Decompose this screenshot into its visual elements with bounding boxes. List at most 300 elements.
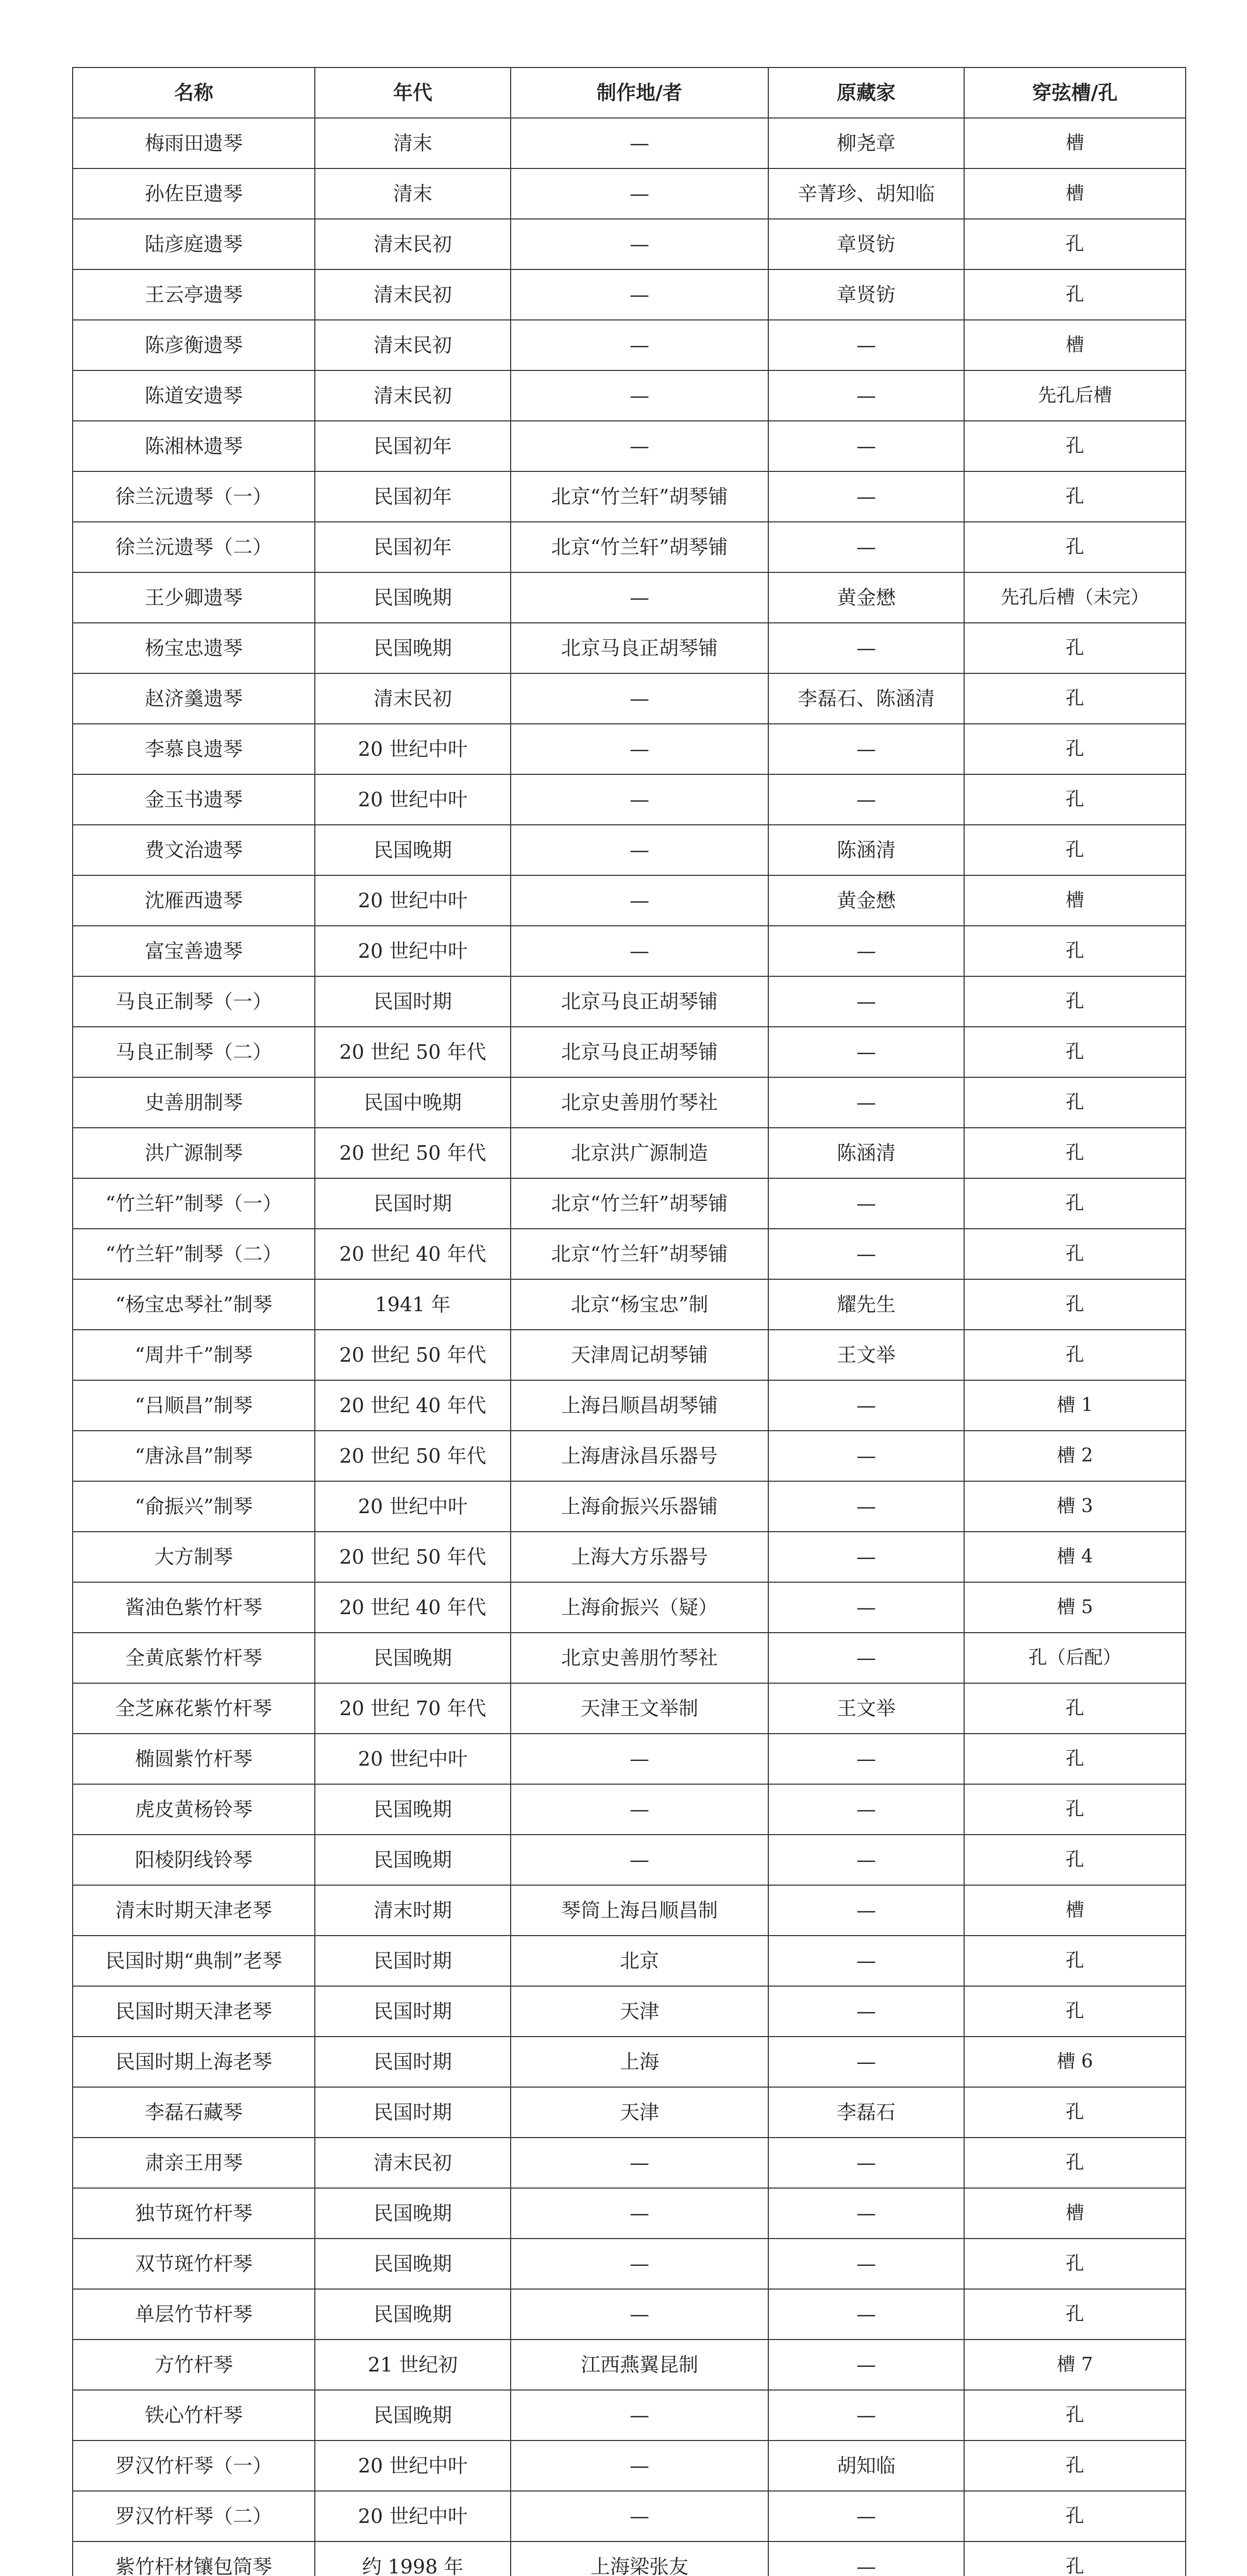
cell-string-slot: 孔（后配） xyxy=(964,1633,1186,1683)
cell-prev-owner: — xyxy=(768,2239,964,2289)
cell-string-slot: 孔 xyxy=(964,1128,1186,1178)
cell-prev-owner: 陈涵清 xyxy=(768,825,964,875)
cell-string-slot: 孔 xyxy=(964,2491,1186,2541)
table-row xyxy=(73,1431,1186,1481)
cell-era: 20 世纪中叶 xyxy=(315,2441,511,2491)
header-string-slot: 穿弦槽/孔 xyxy=(964,67,1186,118)
cell-era: 民国时期 xyxy=(315,1178,511,1229)
table-row xyxy=(73,1027,1186,1077)
cell-name: 双节斑竹杆琴 xyxy=(73,2239,315,2289)
cell-maker: 北京“竹兰轩”胡琴铺 xyxy=(511,522,768,572)
cell-prev-owner: 王文举 xyxy=(768,1683,964,1734)
cell-prev-owner: — xyxy=(768,370,964,421)
cell-maker: — xyxy=(511,875,768,926)
cell-era: 20 世纪中叶 xyxy=(315,926,511,976)
table-row xyxy=(73,168,1186,219)
table-row xyxy=(73,724,1186,774)
cell-era: 20 世纪中叶 xyxy=(315,724,511,774)
cell-string-slot: 槽 3 xyxy=(964,1481,1186,1532)
instrument-inventory-table xyxy=(72,67,1186,2576)
cell-era: 民国晚期 xyxy=(315,825,511,875)
cell-name: 陈湘林遗琴 xyxy=(73,421,315,471)
cell-era: 20 世纪 50 年代 xyxy=(315,1128,511,1178)
cell-maker: 北京马良正胡琴铺 xyxy=(511,1027,768,1077)
cell-prev-owner: — xyxy=(768,774,964,825)
cell-prev-owner: 章贤钫 xyxy=(768,269,964,320)
table-row xyxy=(73,1936,1186,1986)
cell-maker: 琴筒上海吕顺昌制 xyxy=(511,1885,768,1936)
cell-era: 清末民初 xyxy=(315,2138,511,2188)
table-row xyxy=(73,1885,1186,1936)
cell-era: 民国初年 xyxy=(315,421,511,471)
cell-era: 民国中晚期 xyxy=(315,1077,511,1128)
cell-string-slot: 孔 xyxy=(964,976,1186,1027)
cell-name: 民国时期天津老琴 xyxy=(73,1986,315,2037)
table-row xyxy=(73,572,1186,623)
cell-era: 1941 年 xyxy=(315,1279,511,1330)
cell-maker: 北京“杨宝忠”制 xyxy=(511,1279,768,1330)
cell-string-slot: 槽 xyxy=(964,1885,1186,1936)
table-row xyxy=(73,1734,1186,1784)
cell-name: 民国时期“典制”老琴 xyxy=(73,1936,315,1986)
cell-era: 清末民初 xyxy=(315,673,511,724)
cell-era: 清末 xyxy=(315,168,511,219)
cell-name: 富宝善遗琴 xyxy=(73,926,315,976)
cell-name: 陆彦庭遗琴 xyxy=(73,219,315,269)
table-row xyxy=(73,471,1186,522)
cell-string-slot: 槽 xyxy=(964,875,1186,926)
header-maker: 制作地/者 xyxy=(511,67,768,118)
cell-era: 20 世纪中叶 xyxy=(315,1481,511,1532)
cell-maker: 天津王文举制 xyxy=(511,1683,768,1734)
cell-era: 民国晚期 xyxy=(315,572,511,623)
cell-maker: — xyxy=(511,2188,768,2239)
cell-string-slot: 孔 xyxy=(964,2138,1186,2188)
cell-maker: — xyxy=(511,2138,768,2188)
cell-maker: — xyxy=(511,774,768,825)
cell-string-slot: 孔 xyxy=(964,219,1186,269)
table-row xyxy=(73,522,1186,572)
cell-era: 民国晚期 xyxy=(315,2239,511,2289)
cell-era: 20 世纪 70 年代 xyxy=(315,1683,511,1734)
cell-prev-owner: — xyxy=(768,320,964,370)
cell-prev-owner: — xyxy=(768,1178,964,1229)
table-row xyxy=(73,1532,1186,1582)
cell-prev-owner: — xyxy=(768,1784,964,1835)
cell-maker: 上海俞振兴乐器铺 xyxy=(511,1481,768,1532)
cell-maker: 天津 xyxy=(511,1986,768,2037)
cell-maker: 上海吕顺昌胡琴铺 xyxy=(511,1380,768,1431)
cell-name: 李磊石藏琴 xyxy=(73,2087,315,2138)
cell-era: 清末时期 xyxy=(315,1885,511,1936)
cell-era: 21 世纪初 xyxy=(315,2340,511,2390)
table-row xyxy=(73,1835,1186,1885)
cell-maker: — xyxy=(511,673,768,724)
table-row xyxy=(73,1633,1186,1683)
cell-string-slot: 孔 xyxy=(964,724,1186,774)
cell-prev-owner: — xyxy=(768,522,964,572)
cell-prev-owner: — xyxy=(768,1380,964,1431)
cell-maker: 上海梁张友 xyxy=(511,2541,768,2576)
header-era: 年代 xyxy=(315,67,511,118)
cell-name: 杨宝忠遗琴 xyxy=(73,623,315,673)
cell-maker: 北京史善朋竹琴社 xyxy=(511,1077,768,1128)
cell-prev-owner: 柳尧章 xyxy=(768,118,964,168)
cell-string-slot: 孔 xyxy=(964,2239,1186,2289)
cell-string-slot: 孔 xyxy=(964,774,1186,825)
cell-name: 马良正制琴（一） xyxy=(73,976,315,1027)
cell-prev-owner: — xyxy=(768,2390,964,2441)
cell-prev-owner: — xyxy=(768,2289,964,2340)
table-row xyxy=(73,118,1186,168)
cell-era: 民国时期 xyxy=(315,1936,511,1986)
cell-string-slot: 槽 4 xyxy=(964,1532,1186,1582)
header-name: 名称 xyxy=(73,67,315,118)
cell-name: 肃亲王用琴 xyxy=(73,2138,315,2188)
cell-name: “竹兰轩”制琴（一） xyxy=(73,1178,315,1229)
cell-prev-owner: — xyxy=(768,623,964,673)
cell-maker: 北京 xyxy=(511,1936,768,1986)
cell-name: 虎皮黄杨铃琴 xyxy=(73,1784,315,1835)
cell-name: 罗汉竹杆琴（一） xyxy=(73,2441,315,2491)
cell-string-slot: 槽 6 xyxy=(964,2037,1186,2087)
cell-prev-owner: 耀先生 xyxy=(768,1279,964,1330)
cell-prev-owner: — xyxy=(768,421,964,471)
cell-name: “竹兰轩”制琴（二） xyxy=(73,1229,315,1279)
cell-string-slot: 孔 xyxy=(964,1077,1186,1128)
table-row xyxy=(73,926,1186,976)
cell-name: 罗汉竹杆琴（二） xyxy=(73,2491,315,2541)
cell-prev-owner: — xyxy=(768,1431,964,1481)
cell-era: 20 世纪中叶 xyxy=(315,1734,511,1784)
cell-prev-owner: — xyxy=(768,2138,964,2188)
cell-name: 王少卿遗琴 xyxy=(73,572,315,623)
cell-maker: — xyxy=(511,2239,768,2289)
cell-string-slot: 孔 xyxy=(964,421,1186,471)
cell-prev-owner: 胡知临 xyxy=(768,2441,964,2491)
cell-prev-owner: — xyxy=(768,1532,964,1582)
table-header xyxy=(73,67,1186,118)
cell-string-slot: 孔 xyxy=(964,2390,1186,2441)
table-row xyxy=(73,875,1186,926)
cell-string-slot: 孔 xyxy=(964,1027,1186,1077)
cell-prev-owner: 王文举 xyxy=(768,1330,964,1380)
cell-era: 民国晚期 xyxy=(315,2289,511,2340)
header-prev-owner: 原藏家 xyxy=(768,67,964,118)
cell-string-slot: 槽 7 xyxy=(964,2340,1186,2390)
cell-maker: 北京史善朋竹琴社 xyxy=(511,1633,768,1683)
cell-string-slot: 孔 xyxy=(964,471,1186,522)
table-row xyxy=(73,1128,1186,1178)
cell-era: 民国晚期 xyxy=(315,1633,511,1683)
cell-prev-owner: — xyxy=(768,926,964,976)
cell-name: 孙佐臣遗琴 xyxy=(73,168,315,219)
cell-era: 20 世纪 40 年代 xyxy=(315,1380,511,1431)
cell-string-slot: 槽 1 xyxy=(964,1380,1186,1431)
cell-prev-owner: — xyxy=(768,1582,964,1633)
cell-string-slot: 先孔后槽 xyxy=(964,370,1186,421)
table-row xyxy=(73,370,1186,421)
table-row xyxy=(73,2087,1186,2138)
cell-maker: 天津周记胡琴铺 xyxy=(511,1330,768,1380)
cell-maker: — xyxy=(511,2289,768,2340)
cell-name: 酱油色紫竹杆琴 xyxy=(73,1582,315,1633)
cell-string-slot: 孔 xyxy=(964,269,1186,320)
cell-era: 民国初年 xyxy=(315,522,511,572)
table-row xyxy=(73,2239,1186,2289)
cell-name: “俞振兴”制琴 xyxy=(73,1481,315,1532)
cell-string-slot: 孔 xyxy=(964,2087,1186,2138)
table-row xyxy=(73,825,1186,875)
cell-maker: — xyxy=(511,2441,768,2491)
cell-era: 20 世纪 40 年代 xyxy=(315,1229,511,1279)
cell-maker: 江西燕翼昆制 xyxy=(511,2340,768,2390)
cell-prev-owner: — xyxy=(768,1481,964,1532)
table-row xyxy=(73,1229,1186,1279)
table-row xyxy=(73,2390,1186,2441)
cell-era: 20 世纪 50 年代 xyxy=(315,1027,511,1077)
cell-prev-owner: — xyxy=(768,1633,964,1683)
cell-maker: 北京“竹兰轩”胡琴铺 xyxy=(511,471,768,522)
cell-maker: — xyxy=(511,2390,768,2441)
table-row xyxy=(73,1683,1186,1734)
cell-string-slot: 孔 xyxy=(964,623,1186,673)
cell-maker: 上海大方乐器号 xyxy=(511,1532,768,1582)
table-row xyxy=(73,1077,1186,1128)
cell-maker: — xyxy=(511,1784,768,1835)
cell-era: 民国时期 xyxy=(315,2087,511,2138)
cell-prev-owner: — xyxy=(768,1936,964,1986)
cell-prev-owner: 辛菁珍、胡知临 xyxy=(768,168,964,219)
table-row xyxy=(73,1330,1186,1380)
cell-prev-owner: — xyxy=(768,1986,964,2037)
cell-maker: — xyxy=(511,421,768,471)
cell-maker: — xyxy=(511,825,768,875)
cell-string-slot: 槽 xyxy=(964,168,1186,219)
cell-name: 费文治遗琴 xyxy=(73,825,315,875)
cell-string-slot: 孔 xyxy=(964,825,1186,875)
cell-maker: — xyxy=(511,1835,768,1885)
cell-prev-owner: 黄金懋 xyxy=(768,875,964,926)
cell-prev-owner: — xyxy=(768,471,964,522)
cell-maker: — xyxy=(511,219,768,269)
cell-name: 阳棱阴线铃琴 xyxy=(73,1835,315,1885)
cell-prev-owner: 黄金懋 xyxy=(768,572,964,623)
cell-name: 沈雁西遗琴 xyxy=(73,875,315,926)
cell-string-slot: 槽 xyxy=(964,118,1186,168)
cell-string-slot: 孔 xyxy=(964,1835,1186,1885)
cell-name: 大方制琴 xyxy=(73,1532,315,1582)
cell-name: “周井千”制琴 xyxy=(73,1330,315,1380)
cell-maker: — xyxy=(511,168,768,219)
cell-maker: — xyxy=(511,724,768,774)
cell-maker: — xyxy=(511,118,768,168)
cell-string-slot: 孔 xyxy=(964,1330,1186,1380)
table-body xyxy=(73,118,1186,2576)
cell-string-slot: 孔 xyxy=(964,1229,1186,1279)
cell-name: 独节斑竹杆琴 xyxy=(73,2188,315,2239)
cell-name: “杨宝忠琴社”制琴 xyxy=(73,1279,315,1330)
cell-maker: 北京洪广源制造 xyxy=(511,1128,768,1178)
table-row xyxy=(73,269,1186,320)
cell-era: 20 世纪中叶 xyxy=(315,875,511,926)
cell-maker: — xyxy=(511,926,768,976)
cell-prev-owner: — xyxy=(768,2188,964,2239)
cell-maker: 天津 xyxy=(511,2087,768,2138)
cell-name: 洪广源制琴 xyxy=(73,1128,315,1178)
cell-name: 马良正制琴（二） xyxy=(73,1027,315,1077)
cell-prev-owner: — xyxy=(768,2037,964,2087)
cell-era: 20 世纪中叶 xyxy=(315,774,511,825)
cell-era: 清末 xyxy=(315,118,511,168)
table-row xyxy=(73,2138,1186,2188)
cell-string-slot: 槽 5 xyxy=(964,1582,1186,1633)
cell-prev-owner: — xyxy=(768,1077,964,1128)
cell-string-slot: 孔 xyxy=(964,1784,1186,1835)
table-row xyxy=(73,2340,1186,2390)
cell-era: 20 世纪 40 年代 xyxy=(315,1582,511,1633)
cell-era: 民国时期 xyxy=(315,1986,511,2037)
cell-era: 民国时期 xyxy=(315,976,511,1027)
cell-era: 清末民初 xyxy=(315,219,511,269)
table-row xyxy=(73,2188,1186,2239)
cell-string-slot: 孔 xyxy=(964,926,1186,976)
cell-string-slot: 孔 xyxy=(964,673,1186,724)
table-row xyxy=(73,2491,1186,2541)
cell-era: 20 世纪 50 年代 xyxy=(315,1330,511,1380)
cell-string-slot: 槽 xyxy=(964,320,1186,370)
cell-string-slot: 孔 xyxy=(964,1734,1186,1784)
table-row xyxy=(73,673,1186,724)
cell-name: 椭圆紫竹杆琴 xyxy=(73,1734,315,1784)
cell-name: “吕顺昌”制琴 xyxy=(73,1380,315,1431)
cell-prev-owner: — xyxy=(768,1885,964,1936)
cell-era: 20 世纪中叶 xyxy=(315,2491,511,2541)
cell-prev-owner: — xyxy=(768,1027,964,1077)
cell-prev-owner: — xyxy=(768,1835,964,1885)
cell-string-slot: 孔 xyxy=(964,1178,1186,1229)
table-row xyxy=(73,1582,1186,1633)
cell-string-slot: 孔 xyxy=(964,1683,1186,1734)
cell-string-slot: 孔 xyxy=(964,1986,1186,2037)
cell-era: 民国晚期 xyxy=(315,2390,511,2441)
header-row xyxy=(73,67,1186,118)
cell-maker: — xyxy=(511,370,768,421)
table-row xyxy=(73,1380,1186,1431)
cell-era: 清末民初 xyxy=(315,320,511,370)
table-row xyxy=(73,421,1186,471)
cell-prev-owner: — xyxy=(768,1734,964,1784)
cell-name: 金玉书遗琴 xyxy=(73,774,315,825)
cell-prev-owner: — xyxy=(768,724,964,774)
cell-maker: — xyxy=(511,2491,768,2541)
cell-maker: 上海俞振兴（疑） xyxy=(511,1582,768,1633)
cell-name: “唐泳昌”制琴 xyxy=(73,1431,315,1481)
cell-maker: 北京马良正胡琴铺 xyxy=(511,976,768,1027)
table-row xyxy=(73,2037,1186,2087)
cell-era: 清末民初 xyxy=(315,370,511,421)
cell-maker: 上海唐泳昌乐器号 xyxy=(511,1431,768,1481)
cell-name: 单层竹节杆琴 xyxy=(73,2289,315,2340)
cell-name: 清末时期天津老琴 xyxy=(73,1885,315,1936)
cell-name: 铁心竹杆琴 xyxy=(73,2390,315,2441)
table-row xyxy=(73,1986,1186,2037)
cell-era: 民国晚期 xyxy=(315,1835,511,1885)
cell-era: 民国晚期 xyxy=(315,623,511,673)
table-row xyxy=(73,623,1186,673)
cell-era: 清末民初 xyxy=(315,269,511,320)
cell-name: 全黄底紫竹杆琴 xyxy=(73,1633,315,1683)
cell-maker: 北京“竹兰轩”胡琴铺 xyxy=(511,1178,768,1229)
cell-name: 徐兰沅遗琴（二） xyxy=(73,522,315,572)
cell-era: 民国时期 xyxy=(315,2037,511,2087)
cell-prev-owner: 李磊石、陈涵清 xyxy=(768,673,964,724)
table-row xyxy=(73,774,1186,825)
table-row xyxy=(73,976,1186,1027)
cell-prev-owner: — xyxy=(768,2491,964,2541)
cell-string-slot: 槽 xyxy=(964,2188,1186,2239)
cell-string-slot: 孔 xyxy=(964,2289,1186,2340)
table-row xyxy=(73,1784,1186,1835)
cell-name: 陈彦衡遗琴 xyxy=(73,320,315,370)
cell-prev-owner: — xyxy=(768,1229,964,1279)
cell-era: 20 世纪 50 年代 xyxy=(315,1431,511,1481)
cell-prev-owner: 李磊石 xyxy=(768,2087,964,2138)
cell-maker: — xyxy=(511,572,768,623)
cell-maker: 上海 xyxy=(511,2037,768,2087)
cell-era: 约 1998 年 xyxy=(315,2541,511,2576)
cell-string-slot: 孔 xyxy=(964,1936,1186,1986)
cell-name: 民国时期上海老琴 xyxy=(73,2037,315,2087)
table-row xyxy=(73,1279,1186,1330)
cell-string-slot: 先孔后槽（未完） xyxy=(964,572,1186,623)
cell-name: 赵济羹遗琴 xyxy=(73,673,315,724)
cell-name: 陈道安遗琴 xyxy=(73,370,315,421)
cell-maker: 北京马良正胡琴铺 xyxy=(511,623,768,673)
cell-era: 20 世纪 50 年代 xyxy=(315,1532,511,1582)
cell-maker: — xyxy=(511,1734,768,1784)
cell-name: 紫竹杆材镶包筒琴 xyxy=(73,2541,315,2576)
cell-prev-owner: 陈涵清 xyxy=(768,1128,964,1178)
cell-string-slot: 孔 xyxy=(964,522,1186,572)
cell-prev-owner: — xyxy=(768,976,964,1027)
cell-prev-owner: — xyxy=(768,2541,964,2576)
cell-prev-owner: 章贤钫 xyxy=(768,219,964,269)
cell-maker: 北京“竹兰轩”胡琴铺 xyxy=(511,1229,768,1279)
cell-name: 王云亭遗琴 xyxy=(73,269,315,320)
table-row xyxy=(73,1481,1186,1532)
cell-name: 方竹杆琴 xyxy=(73,2340,315,2390)
cell-era: 民国初年 xyxy=(315,471,511,522)
table-row xyxy=(73,2289,1186,2340)
cell-name: 李慕良遗琴 xyxy=(73,724,315,774)
cell-maker: — xyxy=(511,320,768,370)
cell-era: 民国晚期 xyxy=(315,1784,511,1835)
cell-name: 徐兰沅遗琴（一） xyxy=(73,471,315,522)
table-row xyxy=(73,2441,1186,2491)
cell-maker: — xyxy=(511,269,768,320)
cell-string-slot: 槽 2 xyxy=(964,1431,1186,1481)
cell-era: 民国晚期 xyxy=(315,2188,511,2239)
cell-name: 梅雨田遗琴 xyxy=(73,118,315,168)
table-row xyxy=(73,219,1186,269)
table-row xyxy=(73,320,1186,370)
cell-string-slot: 孔 xyxy=(964,2541,1186,2576)
table-row xyxy=(73,2541,1186,2576)
cell-name: 全芝麻花紫竹杆琴 xyxy=(73,1683,315,1734)
cell-name: 史善朋制琴 xyxy=(73,1077,315,1128)
cell-prev-owner: — xyxy=(768,2340,964,2390)
